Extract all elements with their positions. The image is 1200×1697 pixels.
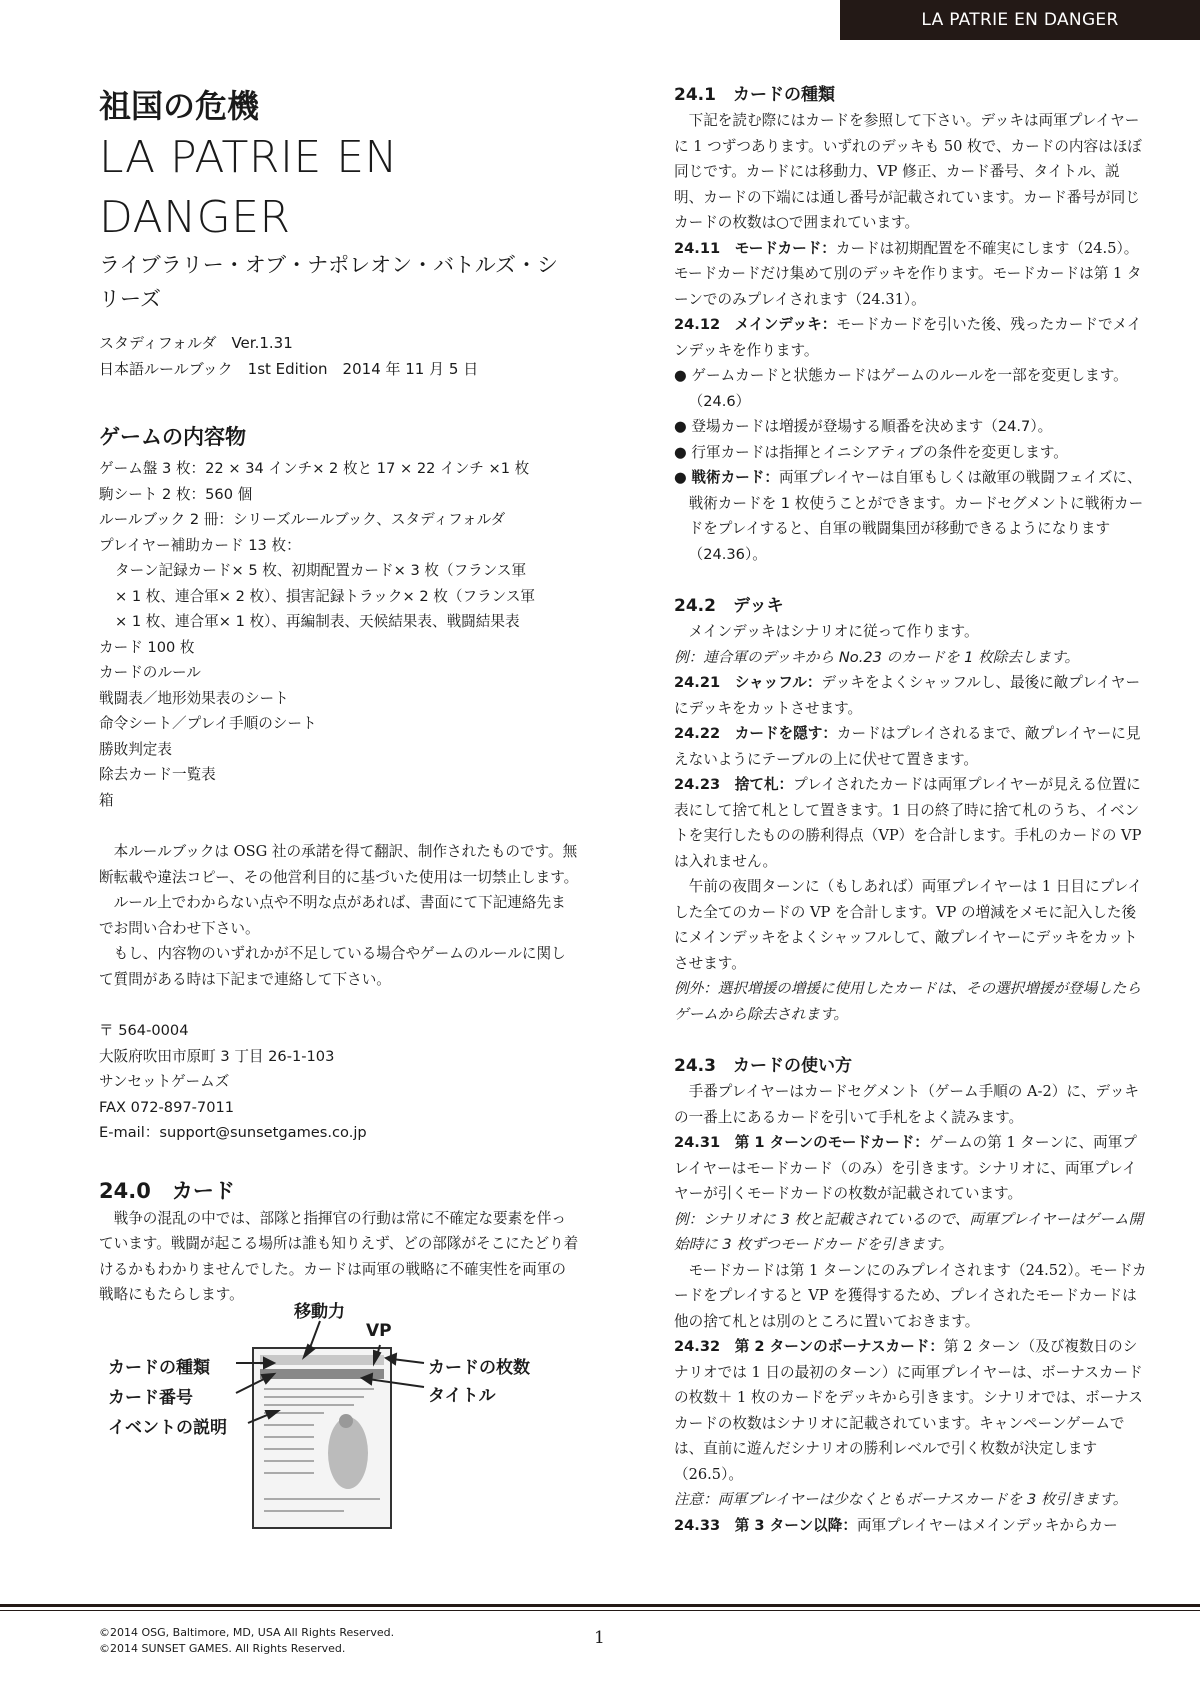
bullet-item: ● 行軍カードは指揮とイニシアティブの条件を変更します。 (674, 443, 1068, 461)
section-24-2-text2: 午前の夜間ターンに（もしあれば）両軍プレイヤーは 1 日目にプレイした全てのカードの VP を合計します。VP の増減をメモに記入した後にメインデッキをよくシャッフルして、敵プレイヤーにデッキをカットさせます。 (674, 878, 1143, 972)
copyright-line: ©2014 SUNSET GAMES. All Rights Reserved. (99, 1642, 346, 1655)
contents-line: 戦闘表／地形効果表のシート (99, 689, 289, 707)
example-text: 例：シナリオに 3 枚と記載されているので、両軍プレイヤーはゲーム開始時に 3 枚ずつモードカードを引きます。 (674, 1210, 1144, 1253)
copyright-line: ©2014 OSG, Baltimore, MD, USA All Rights Reserved. (99, 1626, 395, 1639)
left-column (99, 84, 579, 1308)
rule-24-12-label: 24.12 メインデッキ： (674, 316, 837, 333)
notice-paragraph: 本ルールブックは OSG 社の承諾を得て翻訳、制作されたものです。無断転載や違法コピー、その他営利目的に基づいた使用は一切禁止します。 (99, 843, 579, 886)
contact-email: E-mail：support@sunsetgames.co.jp (99, 1124, 367, 1141)
section-24-0-heading: 24.0 カード (99, 1178, 235, 1203)
contents-line: 勝敗判定表 (99, 740, 172, 758)
page-number: 1 (594, 1628, 605, 1648)
diagram-label-title: タイトル (428, 1386, 496, 1406)
diagram-label-number: カード番号 (108, 1388, 193, 1408)
contents-line: 命令シート／プレイ手順のシート (99, 715, 317, 732)
section-24-2-text: メインデッキはシナリオに従って作ります。 (688, 623, 979, 640)
contents-line: ゲーム盤 3 枚：22 × 34 インチ× 2 枚と 17 × 22 インチ ×1 枚 (99, 460, 530, 477)
contents-line: ルールブック 2 冊：シリーズルールブック、スタディフォルダ (99, 511, 506, 528)
rule-24-33: 24.33 第 3 ターン以降：両軍プレイヤーはメインデッキからカー (674, 1516, 1118, 1534)
title-japanese: 祖国の危機 (99, 87, 260, 125)
title-english: LA PATRIE EN DANGER (99, 132, 398, 243)
contact-zip: 〒 564-0004 (99, 1022, 189, 1039)
diagram-label-vp: VP (366, 1321, 392, 1341)
rule-24-11-text: カードは初期配置を不確実にします（24.5）。モードカードだけ集めて別のデッキを作ります。モードカードは第 1 ターンでのみプレイされます（24.31）。 (674, 239, 1142, 308)
contents-subline: × 1 枚、連合軍× 1 枚）、再編制表、天候結果表、戦闘結果表 (115, 613, 520, 630)
right-column (674, 82, 1148, 1538)
diagram-label-move: 移動力 (294, 1302, 345, 1322)
card-diagram (108, 1297, 558, 1527)
rule-24-21: 24.21 シャッフル：デッキをよくシャッフルし、最後に敵プレイヤーにデッキをカットさせます。 (674, 674, 1141, 717)
example-text: 例：連合軍のデッキから No.23 のカードを 1 枚除去します。 (674, 648, 1080, 666)
exception-text: 例外：選択増援の増援に使用したカードは、その選択増援が登場したらゲームから除去されます。 (674, 980, 1142, 1023)
contents-line: プレイヤー補助カード 13 枚： (99, 536, 301, 554)
rule-24-23: 24.23 捨て札：プレイされたカードは両軍プレイヤーが見える位置に表にして捨て札として置きます。1 日の終了時に捨て札のうち、イベントを実行したものの勝利得点（VP）を合計します。手札のカードの VP は入れません。 (674, 776, 1142, 870)
diagram-label-event: イベントの説明 (108, 1418, 227, 1438)
note-text: 注意：両軍プレイヤーは少なくともボーナスカードを 3 枚引きます。 (674, 1491, 1128, 1508)
rule-24-12-text: モードカードを引いた後、残ったカードでメインデッキを作ります。 (674, 316, 1142, 359)
section-24-0-text: 戦争の混乱の中では、部隊と指揮官の行動は常に不確定な要素を伴っています。戦闘が起こる場所は誰も知りえず、どの部隊がそこにたどり着けるかもわかりませんでした。カードは両軍の戦略に不確実性を両軍の戦略にもたらします。 (99, 1209, 579, 1303)
contents-line: 駒シート 2 枚：560 個 (99, 485, 253, 503)
contact-address: 大阪府吹田市原町 3 丁目 26-1-103 (99, 1047, 335, 1065)
footer-rule (0, 1604, 1200, 1607)
diagram-arrows (108, 1297, 558, 1527)
diagram-label-type: カードの種類 (108, 1358, 210, 1378)
bullet-item: ● ゲームカードと状態カードはゲームのルールを一部を変更します。（24.6） (674, 367, 1128, 410)
contents-line: カード 100 枚 (99, 638, 195, 656)
rule-24-31: 24.31 第 1 ターンのモードカード：ゲームの第 1 ターンに、両軍プレイヤーはモードカード（のみ）を引きます。シナリオに、両軍プレイヤーが引くモードカードの枚数が記載されています。 (674, 1134, 1137, 1202)
rule-24-11-label: 24.11 モードカード： (674, 239, 836, 257)
bullet-item: ● 登場カードは増援が登場する順番を決めます（24.7）。 (674, 418, 1053, 435)
contents-heading: ゲームの内容物 (99, 425, 246, 449)
contact-company: サンセットゲームズ (99, 1073, 230, 1090)
diagram-label-count: カードの枚数 (428, 1358, 530, 1378)
version-line: スタディフォルダ Ver.1.31 (99, 334, 293, 352)
section-24-3-heading: 24.3 カードの使い方 (674, 1056, 852, 1076)
notice-paragraph: もし、内容物のいずれかが不足している場合やゲームのルールに関して質問がある時は下記まで連絡して下さい。 (99, 945, 566, 988)
rule-24-32: 24.32 第 2 ターンのボーナスカード：第 2 ターン（及び複数日のシナリオでは 1 日の最初のターン）に両軍プレイヤーは、ボーナスカードの枚数＋ 1 枚のカードをデッキから引きます。シナリオでは、ボーナスカードの枚数はシナリオに記載されています。キャンペーンゲームでは、直前に遊んだシナリオの勝利レベルで引く枚数が決定します（26.5）。 (674, 1338, 1143, 1483)
contents-line: 箱 (99, 791, 114, 809)
section-24-3-text: 手番プレイヤーはカードセグメント（ゲーム手順の A-2）に、デッキの一番上にあるカードを引いて手札をよく読みます。 (674, 1083, 1140, 1126)
contents-subline: × 1 枚、連合軍× 2 枚）、損害記録トラック× 2 枚（フランス軍 (115, 587, 536, 605)
section-24-2-heading: 24.2 デッキ (674, 596, 784, 616)
edition-line: 日本語ルールブック 1st Edition 2014 年 11 月 5 日 (99, 360, 479, 378)
header-tab: LA PATRIE EN DANGER (840, 0, 1200, 40)
contents-line: カードのルール (99, 664, 201, 681)
section-24-1-heading: 24.1 カードの種類 (674, 85, 835, 105)
series-title: ライブラリー・オブ・ナポレオン・バトルズ・シリーズ (99, 253, 559, 311)
notice-paragraph: ルール上でわからない点や不明な点があれば、書面にて下記連絡先までお問い合わせ下さい。 (99, 894, 566, 937)
copyright (99, 1625, 394, 1657)
section-24-3-text2: モードカードは第 1 ターンにのみプレイされます（24.52）。モードカードをプレイすると VP を獲得するため、プレイされたモードカードは他の捨て札とは別のところに置いておきます。 (674, 1261, 1147, 1330)
section-24-1-text: 下記を読む際にはカードを参照して下さい。デッキは両軍プレイヤーに 1 つずつあります。いずれのデッキも 50 枚で、カードの内容はほぼ同じです。カードには移動力、VP 修正、カード番号、タイトル、説明、カードの下端には通し番号が記載されています。カード番号が同じカードの枚数は○で囲まれています。 (674, 112, 1142, 231)
bullet-item: ● 戦術カード：両軍プレイヤーは自軍もしくは敵軍の戦闘フェイズに、戦術カードを 1 枚使うことができます。カードセグメントに戦術カードをプレイすると、自軍の戦闘集団が移動できるようになります（24.36）。 (674, 469, 1144, 563)
contact-fax: FAX 072-897-7011 (99, 1098, 235, 1116)
rule-24-12 (674, 312, 1148, 363)
rule-24-22: 24.22 カードを隠す：カードはプレイされるまで、敵プレイヤーに見えないようにテーブルの上に伏せて置きます。 (674, 725, 1141, 768)
contents-subline: ターン記録カード× 5 枚、初期配置カード× 3 枚（フランス軍 (115, 562, 527, 579)
footer-rule-thin (0, 1610, 1200, 1611)
contents-line: 除去カード一覧表 (99, 766, 216, 783)
rule-24-11 (674, 236, 1148, 313)
